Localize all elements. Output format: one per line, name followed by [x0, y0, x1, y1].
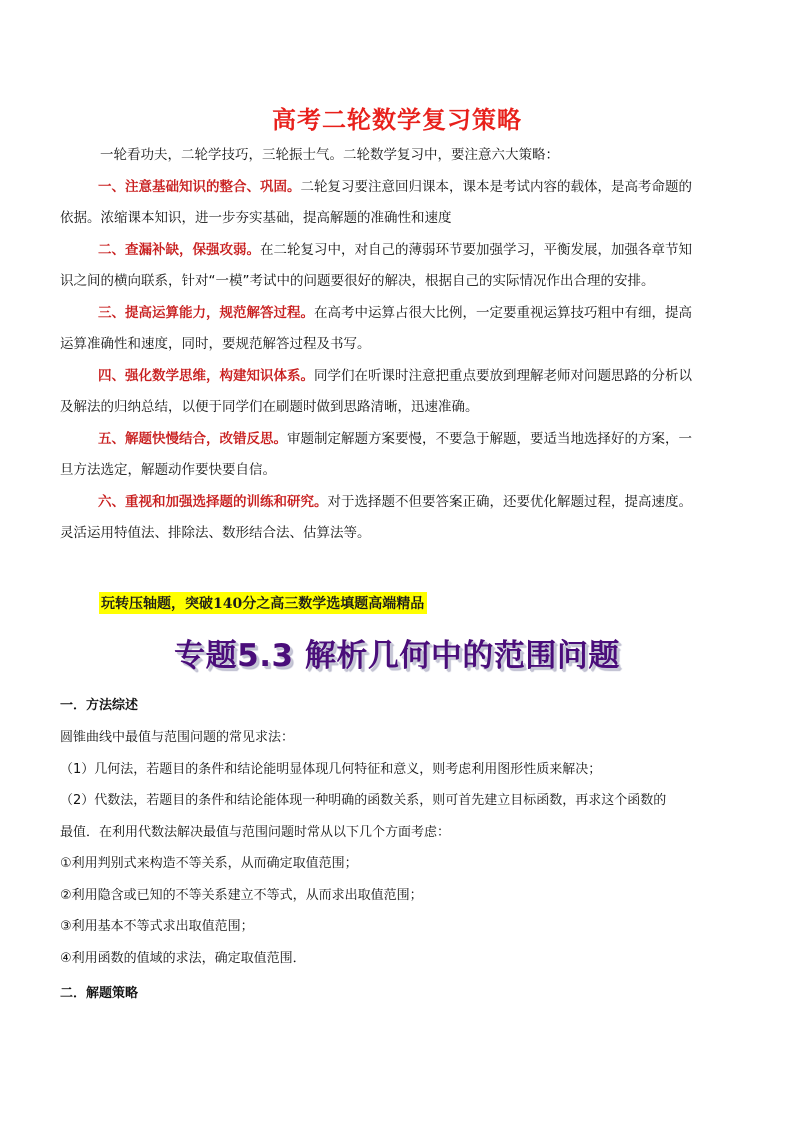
- intro-text: 一轮看功夫，二轮学技巧，三轮振士气。二轮数学复习中，要注意六大策略：: [100, 147, 559, 163]
- section-1-line: 最值．在利用代数法解决最值与范围问题时常从以下几个方面考虑：: [60, 824, 451, 840]
- intro-paragraph: [100, 140, 720, 172]
- strategy-5-lead: 五、解题快慢结合，改错反思。: [98, 430, 287, 447]
- strategy-5: [98, 424, 720, 456]
- section-1-body: [60, 722, 740, 974]
- strategy-1-text-2: 依据。浓缩课本知识，进一步夯实基础，提高解题的准确性和速度: [60, 210, 452, 226]
- strategy-3-text-2: 运算准确性和速度，同时，要规范解答过程及书写。: [60, 336, 371, 352]
- strategy-1-cont: [60, 203, 720, 235]
- topic-title: 专题5.3 解析几何中的范围问题: [174, 638, 620, 674]
- strategy-3: [98, 298, 720, 330]
- strategy-2-text-2: 识之间的横向联系，针对“一模”考试中的问题要很好的解决，根据自己的实际情况作出合理的安排。: [60, 273, 655, 289]
- series-banner: 玩转压轴题，突破140分之高三数学选填题高端精品: [99, 592, 427, 614]
- section-1-line: ③利用基本不等式求出取值范围；: [60, 919, 254, 934]
- section-1-line: ①利用判别式来构造不等关系，从而确定取值范围；: [60, 856, 358, 871]
- strategy-4: [98, 361, 720, 393]
- strategy-1: [98, 172, 720, 204]
- strategy-6: [98, 487, 720, 519]
- strategy-2: [98, 235, 720, 267]
- section-2-heading: 二．解题策略: [60, 986, 139, 1001]
- strategy-6-cont: [60, 518, 720, 550]
- section-1-heading-wrap: [60, 694, 740, 713]
- strategy-1-lead: 一、注意基础知识的整合、巩固。: [98, 178, 301, 195]
- section-2-heading-wrap: [60, 982, 740, 1001]
- section-1-line: （2）代数法，若题目的条件和结论能体现一种明确的函数关系，则可首先建立目标函数，再求这个函数的: [60, 793, 667, 808]
- strategy-6-lead: 六、重视和加强选择题的训练和研究。: [98, 493, 328, 510]
- strategy-5-text-2: 旦方法选定，解题动作要快要自信。: [60, 462, 276, 478]
- section-1-line: ②利用隐含或已知的不等关系建立不等式，从而求出取值范围；: [60, 887, 423, 903]
- section-1-line: （1）几何法，若题目的条件和结论能明显体现几何特征和意义，则考虑利用图形性质来解决；: [60, 761, 602, 777]
- strategy-4-text-2: 及解法的归纳总结，以便于同学们在刷题时做到思路清晰，迅速准确。: [60, 399, 479, 415]
- strategy-3-text: 在高考中运算占很大比例，一定要重视运算技巧粗中有细，提高: [314, 304, 692, 321]
- section-1-line: 圆锥曲线中最值与范围问题的常见求法：: [60, 730, 295, 745]
- strategy-3-cont: [60, 329, 720, 361]
- section-1-line: ④利用函数的值域的求法，确定取值范围．: [60, 950, 306, 966]
- strategy-2-text: 在二轮复习中，对自己的薄弱环节要加强学习，平衡发展，加强各章节知: [260, 241, 692, 258]
- strategy-6-text-2: 灵活运用特值法、排除法、数形结合法、估算法等。: [60, 525, 371, 541]
- strategy-4-text: 同学们在听课时注意把重点要放到理解老师对问题思路的分析以: [314, 367, 692, 384]
- strategy-1-text: 二轮复习要注意回归课本，课本是考试内容的载体，是高考命题的: [300, 178, 692, 195]
- strategy-5-text: 审题制定解题方案要慢，不要急于解题，要适当地选择好的方案，一: [287, 430, 692, 447]
- section-1-heading: 一．方法综述: [60, 698, 139, 713]
- strategy-2-lead: 二、查漏补缺，保强攻弱。: [98, 241, 260, 258]
- strategy-5-cont: [60, 455, 720, 487]
- strategy-3-lead: 三、提高运算能力，规范解答过程。: [98, 304, 314, 321]
- strategy-4-cont: [60, 392, 720, 424]
- strategy-4-lead: 四、强化数学思维，构建知识体系。: [98, 367, 314, 384]
- strategy-2-cont: [60, 266, 720, 298]
- strategy-6-text: 对于选择题不但要答案正确，还要优化解题过程，提高速度。: [327, 493, 692, 510]
- page-title: 高考二轮数学复习策略: [272, 106, 522, 134]
- strategy-body: [60, 140, 720, 550]
